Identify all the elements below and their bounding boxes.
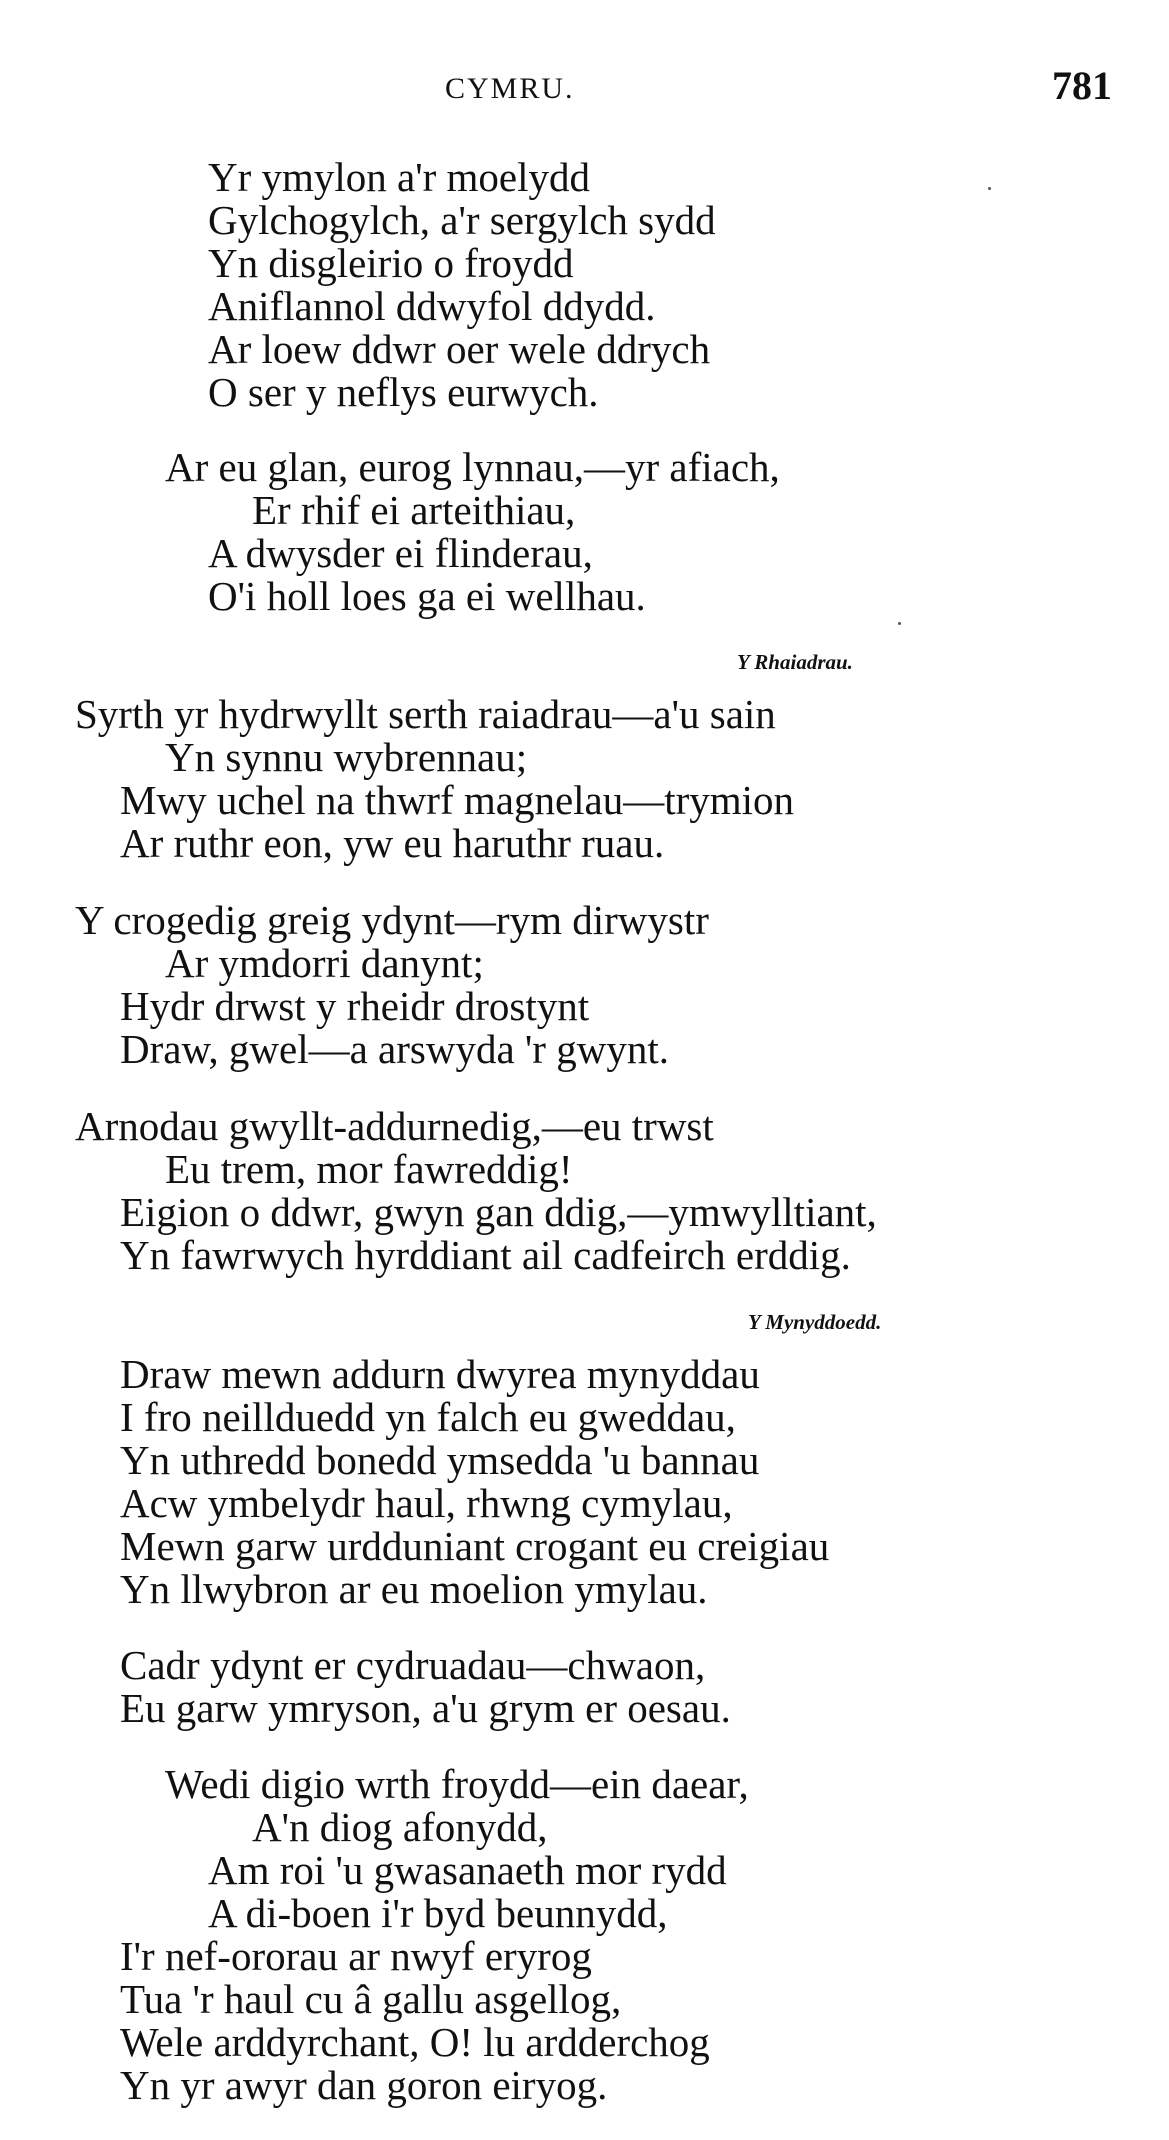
- poem-line: O'i holl loes ga ei wellhau.: [208, 573, 646, 619]
- poem-line: Eigion o ddwr, gwyn gan ddig,—ymwylltiant,: [120, 1189, 877, 1235]
- section-subheading: Y Rhaiadrau.: [737, 650, 853, 674]
- poem-line: Am roi 'u gwasanaeth mor rydd: [208, 1847, 727, 1893]
- poem-line: Yn synnu wybrennau;: [165, 734, 528, 780]
- poem-line: Mewn garw urdduniant crogant eu creigiau: [120, 1523, 830, 1569]
- page-number: 781: [1052, 63, 1112, 108]
- poem-line: Yn yr awyr dan goron eiryog.: [120, 2062, 608, 2108]
- poem-line: Yr ymylon a'r moelydd: [208, 154, 591, 200]
- poem-line: Eu trem, mor fawreddig!: [165, 1146, 573, 1192]
- poem-line: A dwysder ei flinderau,: [208, 530, 593, 576]
- poem-line: Yn uthredd bonedd ymsedda 'u bannau: [120, 1437, 760, 1483]
- scan-speck: [988, 187, 991, 190]
- poem-line: Ar eu glan, eurog lynnau,—yr afiach,: [165, 444, 780, 490]
- poem-line: Yn fawrwych hyrddiant ail cadfeirch erddig.: [120, 1232, 851, 1278]
- poem-line: Ar ruthr eon, yw eu haruthr ruau.: [120, 820, 665, 866]
- poem-line: Arnodau gwyllt-addurnedig,—eu trwst: [75, 1103, 714, 1149]
- poem-line: I'r nef-ororau ar nwyf eryrog: [120, 1933, 592, 1979]
- poem-line: A di-boen i'r byd beunnydd,: [208, 1890, 668, 1936]
- poem-line: Acw ymbelydr haul, rhwng cymylau,: [120, 1480, 733, 1526]
- poem-line: Eu garw ymryson, a'u grym er oesau.: [120, 1685, 731, 1731]
- poem-line: A'n diog afonydd,: [252, 1804, 548, 1850]
- section-subheading: Y Mynyddoedd.: [748, 1310, 882, 1334]
- poem-line: Yn disgleirio o froydd: [208, 240, 574, 286]
- poem-line: Y crogedig greig ydynt—rym dirwystr: [75, 897, 709, 943]
- poem-line: O ser y neflys eurwych.: [208, 369, 599, 415]
- poem-line: Gylchogylch, a'r sergylch sydd: [208, 197, 716, 243]
- poem-line: Ar ymdorri danynt;: [165, 940, 484, 986]
- poem-line: Cadr ydynt er cydruadau—chwaon,: [120, 1642, 706, 1688]
- poem-line: Yn llwybron ar eu moelion ymylau.: [120, 1566, 708, 1612]
- poem-line: Wedi digio wrth froydd—ein daear,: [165, 1761, 749, 1807]
- poem-line: Draw mewn addurn dwyrea mynyddau: [120, 1351, 760, 1397]
- poem-line: Draw, gwel—a arswyda 'r gwynt.: [120, 1026, 669, 1072]
- poem-line: Tua 'r haul cu â gallu asgellog,: [120, 1976, 622, 2022]
- scan-speck: [898, 622, 901, 625]
- poem-line: Mwy uchel na thwrf magnelau—trymion: [120, 777, 795, 823]
- running-title: CYMRU.: [445, 72, 575, 105]
- poem-line: Er rhif ei arteithiau,: [252, 487, 576, 533]
- poem-line: Wele arddyrchant, O! lu ardderchog: [120, 2019, 710, 2065]
- poem-line: Ar loew ddwr oer wele ddrych: [208, 326, 711, 372]
- poem-line: Syrth yr hydrwyllt serth raiadrau—a'u sain: [75, 691, 776, 737]
- poem-line: I fro neillduedd yn falch eu gweddau,: [120, 1394, 736, 1440]
- poem-line: Hydr drwst y rheidr drostynt: [120, 983, 590, 1029]
- running-head: [0, 62, 1169, 112]
- poem-line: Aniflannol ddwyfol ddydd.: [208, 283, 656, 329]
